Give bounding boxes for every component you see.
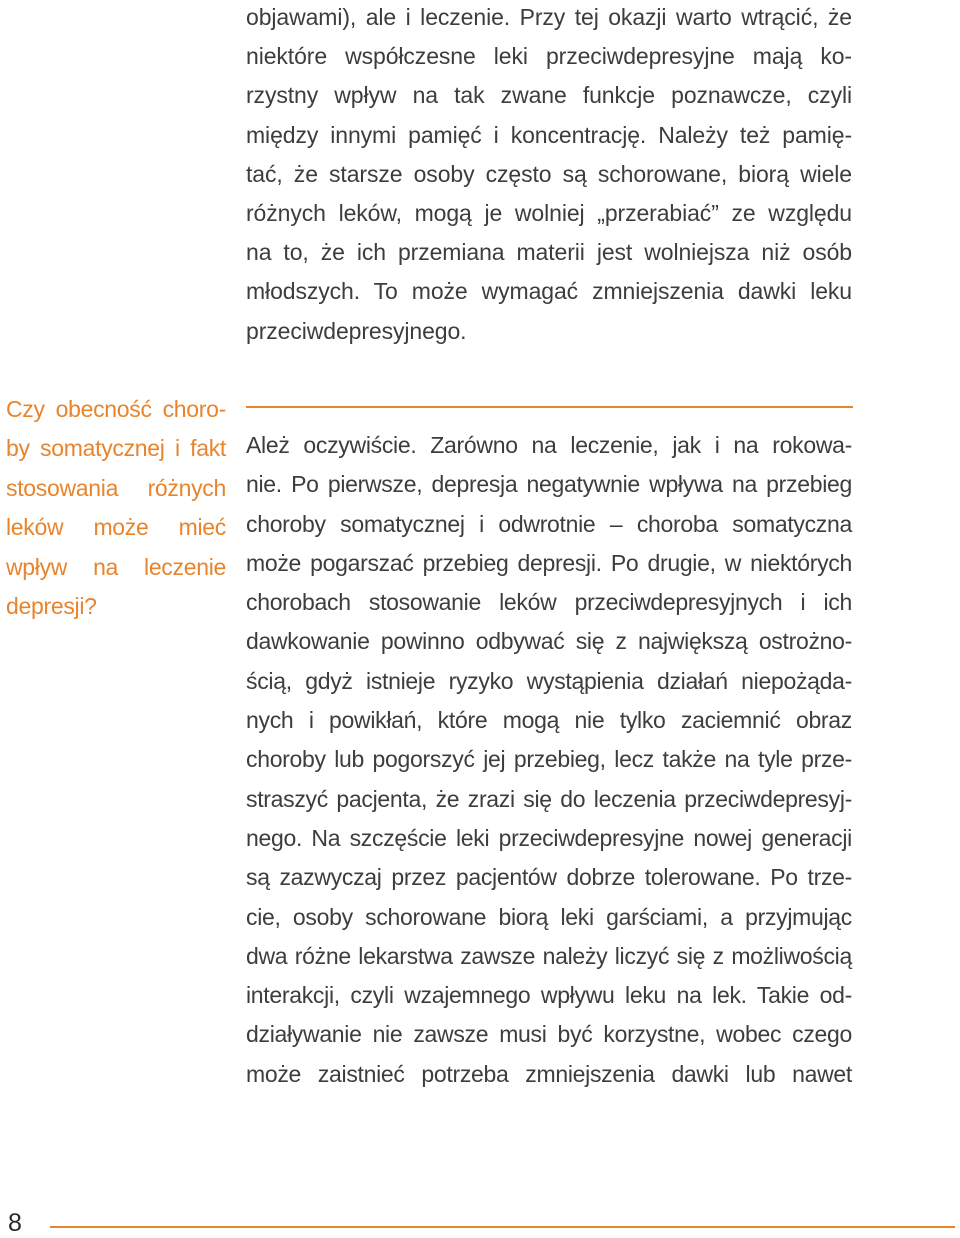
text-line: nego. Na szczęście leki przeciwdepresyjne nowej generacji (246, 824, 852, 851)
text-line: tać, że starsze osoby często są schorowane, biorą wiele (246, 160, 852, 187)
question-line: leków może mieć (6, 514, 226, 541)
text-line: na to, że ich przemiana materii jest wolniejsza niż osób (246, 239, 852, 266)
text-line: niektóre współczesne leki przeciwdepresyjne mają ko- (246, 43, 852, 70)
question-line: stosowania różnych (6, 474, 226, 501)
footer-divider (50, 1226, 955, 1228)
text-line: może pogarszać przebieg depresji. Po drugie, w niektórych (246, 549, 852, 576)
text-line: interakcji, czyli wzajemnego wpływu leku na lek. Takie od- (246, 982, 852, 1009)
question-line: wpływ na leczenie (6, 553, 226, 580)
text-line: straszyć pacjenta, że zrazi się do leczenia przeciwdepresyj- (246, 785, 852, 812)
body-text-top (246, 0, 852, 351)
text-line: młodszych. To może wymagać zmniejszenia dawki leku (246, 278, 852, 305)
text-line: działywanie nie zawsze musi być korzystne, wobec czego (246, 1021, 852, 1048)
text-line: chorobach stosowanie leków przeciwdepresyjnych i ich (246, 589, 852, 616)
text-line: ścią, gdyż istnieje ryzyko wystąpienia działań niepożąda- (246, 667, 852, 694)
text-line: dwa różne lekarstwa zawsze należy liczyć się z możliwością (246, 942, 852, 969)
text-line: Ależ oczywiście. Zarówno na leczenie, jak i na rokowa- (246, 432, 852, 458)
page-number: 8 (8, 1209, 22, 1237)
text-line: może zaistnieć potrzeba zmniejszenia dawki lub nawet (246, 1060, 852, 1087)
text-line: choroby somatycznej i odwrotnie – choroba somatyczna (246, 510, 852, 537)
section-divider (246, 406, 853, 408)
text-line: rzystny wpływ na tak zwane funkcje poznawcze, czyli (246, 82, 852, 109)
text-line: nych i powikłań, które mogą nie tylko zaciemnić obraz (246, 707, 852, 734)
text-line: dawkowanie powinno odbywać się z największą ostrożno- (246, 628, 852, 655)
question-line: depresji? (6, 593, 97, 620)
margin-question (6, 390, 226, 626)
question-line: by somatycznej i fakt (6, 435, 226, 462)
answer-text (246, 426, 852, 1094)
text-line: są zazwyczaj przez pacjentów dobrze tolerowane. Po trze- (246, 864, 852, 891)
text-line: nie. Po pierwsze, depresja negatywnie wpływa na przebieg (246, 471, 852, 498)
text-line: przeciwdepresyjnego. (246, 317, 467, 344)
text-line: choroby lub pogorszyć jej przebieg, lecz także na tyle prze- (246, 746, 852, 773)
text-line: różnych leków, mogą je wolniej „przerabiać” ze względu (246, 200, 852, 227)
text-line: między innymi pamięć i koncentrację. Należy też pamię- (246, 121, 852, 148)
text-line: cie, osoby schorowane biorą leki garściami, a przyjmując (246, 903, 852, 930)
question-line: Czy obecność choro- (6, 396, 226, 422)
text-line: objawami), ale i leczenie. Przy tej okazji warto wtrącić, że (246, 4, 852, 30)
